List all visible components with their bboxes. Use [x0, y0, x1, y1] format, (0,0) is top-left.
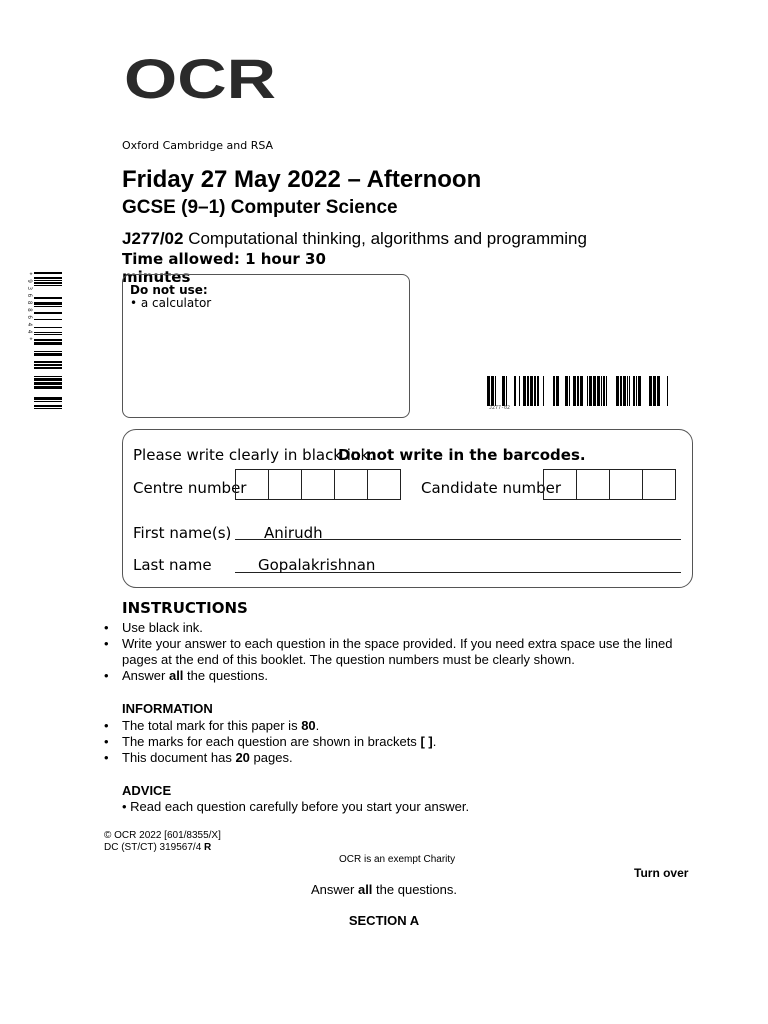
section-heading: SECTION A — [348, 913, 420, 928]
barcode-bar — [580, 376, 583, 406]
barcode-bar — [34, 386, 62, 389]
candidate-barcode — [487, 376, 671, 410]
advice-heading: ADVICE — [122, 783, 172, 798]
candidate-digit-box[interactable] — [609, 469, 643, 500]
write-clearly-text: Please write clearly in black ink. — [133, 446, 374, 464]
paper-code: J277/02 — [122, 229, 184, 248]
barcode-bar — [502, 376, 505, 406]
barcode-bar — [556, 376, 559, 406]
list-item: • Answer all the questions. — [104, 668, 704, 684]
centre-digit-box[interactable] — [301, 469, 335, 500]
first-name-label: First name(s) — [133, 524, 232, 542]
barcode-bar — [573, 376, 576, 406]
barcode-bar — [34, 272, 62, 274]
exam-subject: GCSE (9–1) Computer Science — [122, 197, 398, 218]
barcode-bar — [587, 376, 588, 406]
barcode-bar — [34, 297, 62, 299]
barcode-bar — [537, 376, 539, 406]
barcode-bar — [577, 376, 579, 406]
barcode-bar — [589, 376, 592, 406]
barcode-bar — [593, 376, 596, 406]
barcode-bar — [34, 312, 62, 314]
barcode-bar — [34, 302, 62, 305]
paper-name: Computational thinking, algorithms and programming — [188, 229, 587, 248]
barcode-bar — [34, 361, 62, 363]
barcode-bar — [638, 376, 641, 406]
barcode-bar — [34, 334, 62, 335]
information-list — [104, 718, 704, 766]
last-name-label: Last name — [133, 556, 212, 574]
barcode-bar — [657, 376, 660, 406]
centre-number-label: Centre number — [133, 479, 247, 497]
barcode-bar — [530, 376, 533, 406]
barcode-bar — [34, 282, 62, 284]
barcode-bar — [649, 376, 652, 406]
barcode-bar — [34, 319, 62, 320]
centre-digit-box[interactable] — [268, 469, 302, 500]
time-allowed: Time allowed: 1 hour 30 minutes — [122, 250, 326, 286]
barcode-bar — [34, 405, 62, 407]
barcode-bar — [597, 376, 600, 406]
answer-all-text: Answer all the questions. — [311, 882, 457, 897]
exam-date: Friday 27 May 2022 – Afternoon — [122, 166, 482, 193]
barcode-bar — [620, 376, 622, 406]
advice-item: • Read each question carefully before you start your answer. — [122, 799, 470, 814]
turn-over-text: Turn over — [634, 866, 689, 880]
centre-digit-box[interactable] — [235, 469, 269, 500]
barcode-bar — [653, 376, 656, 406]
do-not-use-item: • a calculator — [130, 296, 212, 310]
barcode-bar — [543, 376, 544, 406]
list-item: • Use black ink. — [104, 620, 704, 636]
barcode-bar — [603, 376, 605, 406]
barcode-bar — [519, 376, 520, 406]
barcode-bar — [34, 364, 62, 366]
last-name-field[interactable]: Gopalakrishnan — [258, 556, 376, 574]
barcode-bar — [629, 376, 630, 406]
barcode-bar — [534, 376, 536, 406]
barcode-bar — [34, 306, 62, 307]
centre-digit-box[interactable] — [367, 469, 401, 500]
barcode-bar — [495, 376, 496, 406]
candidate-number-boxes — [543, 469, 675, 500]
instructions-heading: INSTRUCTIONS — [122, 599, 248, 617]
barcode-bar — [627, 376, 628, 406]
paper-title — [122, 229, 587, 249]
candidate-digit-box[interactable] — [642, 469, 676, 500]
side-barcode-text: * 9 3 6 8 8 6 4 4 * — [26, 272, 33, 341]
do-not-use-title: Do not use: — [130, 283, 208, 297]
candidate-digit-box[interactable] — [576, 469, 610, 500]
candidate-digit-box[interactable] — [543, 469, 577, 500]
barcode-bar — [34, 376, 62, 377]
logo-text: OCR — [124, 52, 276, 108]
barcode-bar — [34, 339, 62, 341]
document-code: DC (ST/CT) 319567/4 R — [104, 842, 212, 853]
barcode-bar — [34, 367, 62, 369]
barcode-bar — [569, 376, 570, 406]
barcode-bar — [34, 351, 62, 352]
candidate-number-label: Candidate number — [421, 479, 561, 497]
barcode-bar — [34, 342, 62, 345]
barcode-bar — [34, 397, 62, 400]
barcode-bar — [34, 280, 62, 281]
barcode-bar — [487, 376, 490, 406]
barcode-bar — [34, 327, 62, 328]
barcode-bar — [34, 285, 62, 286]
barcode-bar — [636, 376, 637, 406]
barcode-bar — [623, 376, 626, 406]
barcode-bar — [606, 376, 607, 406]
barcode-bar — [667, 376, 668, 406]
centre-digit-box[interactable] — [334, 469, 368, 500]
barcode-bar — [34, 378, 62, 381]
barcode-bar — [553, 376, 555, 406]
list-item: • Write your answer to each question in the space provided. If you need extra space use the lined pages at the end of this booklet. The question numbers must be clearly shown. — [104, 636, 704, 668]
barcode-bar — [527, 376, 529, 406]
barcode-bar — [523, 376, 526, 406]
copyright-text: © OCR 2022 [601/8355/X] — [104, 830, 221, 841]
barcode-bar — [34, 408, 62, 409]
first-name-field[interactable]: Anirudh — [264, 524, 323, 542]
barcode-bar — [34, 353, 62, 356]
barcode-bar — [34, 332, 62, 333]
side-barcode — [34, 272, 62, 410]
barcode-bar — [565, 376, 568, 406]
candidate-barcode-text: J277-02 — [489, 405, 511, 411]
barcode-bar — [491, 376, 494, 406]
information-heading: INFORMATION — [122, 701, 213, 716]
barcode-bar — [514, 376, 516, 406]
instructions-list — [104, 620, 704, 684]
organisation-name: Oxford Cambridge and RSA — [122, 139, 274, 152]
barcode-bar — [633, 376, 635, 406]
barcode-bar — [601, 376, 602, 406]
list-item: • This document has 20 pages. — [104, 750, 704, 766]
list-item: • The total mark for this paper is 80. — [104, 718, 704, 734]
barcode-bar — [506, 376, 507, 406]
barcode-bar — [34, 277, 62, 279]
list-item: • The marks for each question are shown in brackets [ ]. — [104, 734, 704, 750]
ocr-logo — [124, 52, 284, 108]
do-not-write-text: Do not write in the barcodes. — [338, 446, 586, 464]
barcode-bar — [34, 401, 62, 402]
barcode-bar — [34, 382, 62, 385]
charity-text: OCR is an exempt Charity — [339, 854, 456, 865]
barcode-bar — [616, 376, 619, 406]
centre-number-boxes — [235, 469, 400, 500]
